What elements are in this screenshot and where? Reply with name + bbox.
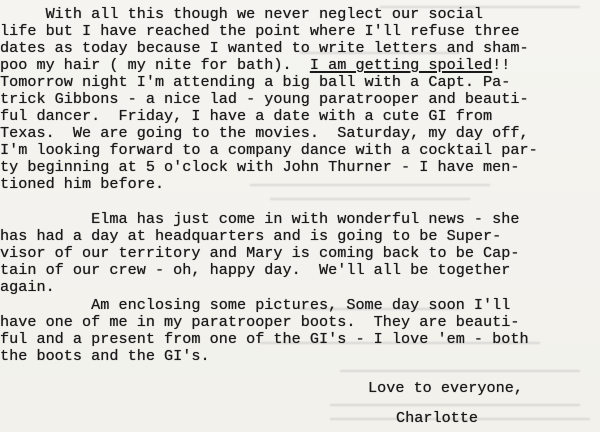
paragraph-1-line-4	[0, 58, 510, 73]
paragraph-1-line-2: life but I have reached the point where I'll refuse three	[0, 22, 520, 40]
paragraph-2-line-4: tain of our crew - oh, happy day. We'll all be together	[0, 261, 511, 279]
paragraph-1-line-10: ty beginning at 5 o'clock with John Thurner - I have men-	[0, 158, 520, 176]
paragraph-3-line-3: ful and a present from one of the GI's - I love 'em - both	[0, 330, 529, 348]
paragraph-3-line-1: Am enclosing some pictures, Some day soon I'll	[0, 296, 511, 314]
paragraph-3-line-2: have one of me in my paratrooper boots. They are beauti-	[0, 313, 520, 331]
paragraph-1-line-3: dates as today because I wanted to write letters and sham-	[0, 39, 529, 57]
paragraph-1-line-11: tioned him before.	[0, 175, 165, 193]
paragraph-1-line-4-text: poo my hair ( my nite for bath).	[0, 56, 292, 74]
paragraph-1-line-8: Texas. We are going to the movies. Saturday, my day off,	[0, 124, 529, 142]
emphasis-exclamation: !!	[492, 56, 511, 74]
paragraph-2-line-3: visor of our territory and Mary is coming back to be Cap-	[0, 244, 520, 262]
closing-line: Love to everyone,	[368, 379, 523, 397]
emphasis-underlined: I am getting spoiled	[309, 56, 493, 74]
paragraph-3-line-4: the boots and the GI's.	[0, 347, 210, 365]
paragraph-1-line-7: ful dancer. Friday, I have a date with a cute GI from	[0, 107, 493, 125]
paragraph-2-line-1: Elma has just come in with wonderful news - she	[0, 210, 520, 228]
paragraph-2-line-2: has had a day at headquarters and is going to be Super-	[0, 227, 502, 245]
paragraph-1-line-1: With all this though we never neglect our social	[0, 5, 484, 23]
paragraph-1-line-5: Tomorrow night I'm attending a big ball with a Capt. Pa-	[0, 73, 511, 91]
paragraph-2-line-5: again.	[0, 278, 55, 296]
paragraph-1-line-9: I'm looking forward to a company dance with a cocktail par-	[0, 141, 538, 159]
paragraph-1-line-6: trick Gibbons - a nice lad - young paratrooper and beauti-	[0, 90, 529, 108]
signature: Charlotte	[396, 409, 479, 427]
